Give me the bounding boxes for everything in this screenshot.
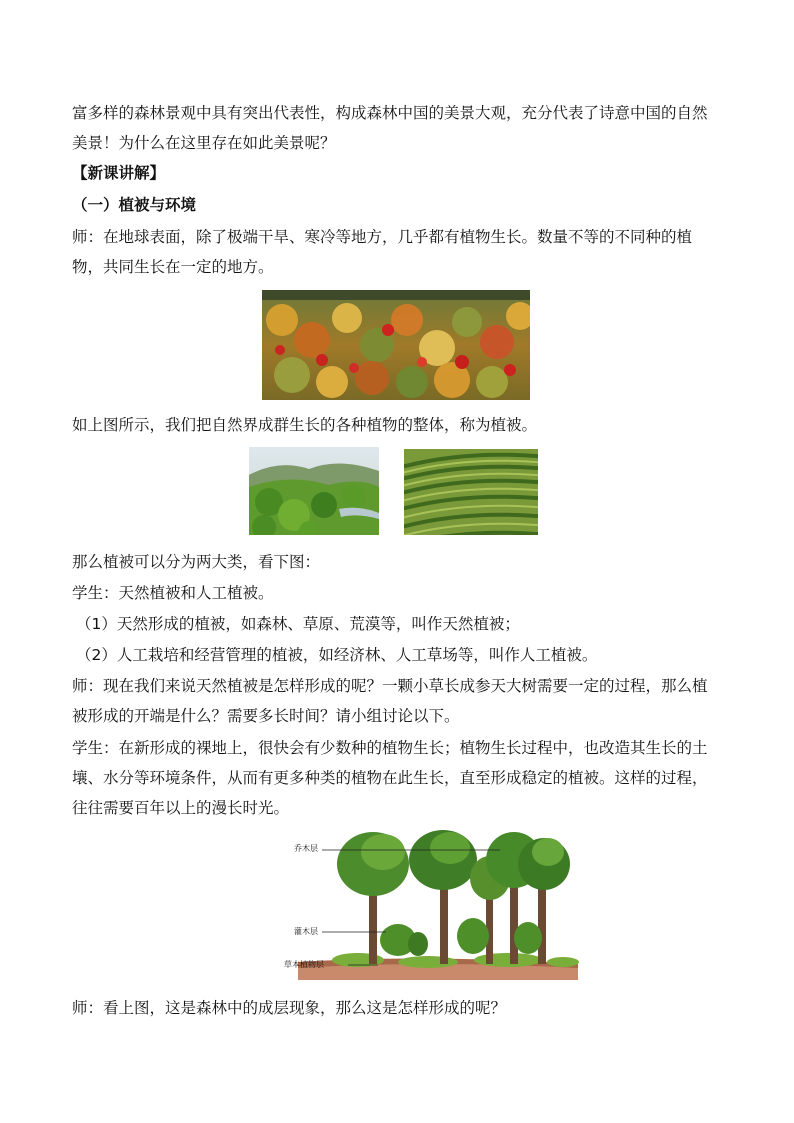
teacher-paragraph-2: 师：现在我们来说天然植被是怎样形成的呢？一颗小草长成参天大树需要一定的过程，那么植被形成的开端是什么？需要多长时间？请小组讨论以下。 [72, 677, 708, 725]
autumn-forest-photo [262, 290, 530, 400]
artificial-vegetation-photo [404, 449, 538, 535]
section-heading-new-lesson: 【新课讲解】 [72, 164, 166, 182]
shrub-layer-label: 灌木层 [294, 927, 318, 936]
vegetation-definition: 如上图所示，我们把自然界成群生长的各种植物的整体，称为植被。 [72, 416, 538, 434]
intro-paragraph: 富多样的森林景观中具有突出代表性，构成森林中国的美景大观，充分代表了诗意中国的自然美景！为什么在这里存在如此美景呢？ [72, 104, 708, 152]
artificial-vegetation-item: （2）人工栽培和经营管理的植被，如经济林、人工草场等，叫作人工植被。 [76, 646, 598, 664]
student-answer-1: 学生：天然植被和人工植被。 [72, 584, 274, 602]
subsection-heading-vegetation: （一）植被与环境 [72, 196, 197, 214]
forest-layer-diagram [278, 828, 584, 980]
natural-vegetation-photo [249, 447, 379, 535]
herb-layer-label: 草本植物层 [284, 960, 324, 969]
teacher-paragraph-1: 师：在地球表面，除了极端干旱、寒冷等地方，几乎都有植物生长。数量不等的不同种的植物，共同生长在一定的地方。 [72, 228, 693, 276]
student-answer-2: 学生：在新形成的裸地上，很快会有少数种的植物生长；植物生长过程中，也改造其生长的土壤、水分等环境条件，从而有更多种类的植物在此生长，直至形成稳定的植被。这样的过程，往往需要百年以上的漫长时光。 [72, 739, 708, 817]
teacher-paragraph-3: 师：看上图，这是森林中的成层现象，那么这是怎样形成的呢？ [72, 999, 507, 1017]
two-types-intro: 那么植被可以分为两大类，看下图： [72, 553, 321, 571]
document-page [72, 0, 722, 1123]
tree-layer-label: 乔木层 [294, 844, 318, 853]
natural-vegetation-item: （1）天然形成的植被，如森林、草原、荒漠等，叫作天然植被； [76, 615, 520, 633]
